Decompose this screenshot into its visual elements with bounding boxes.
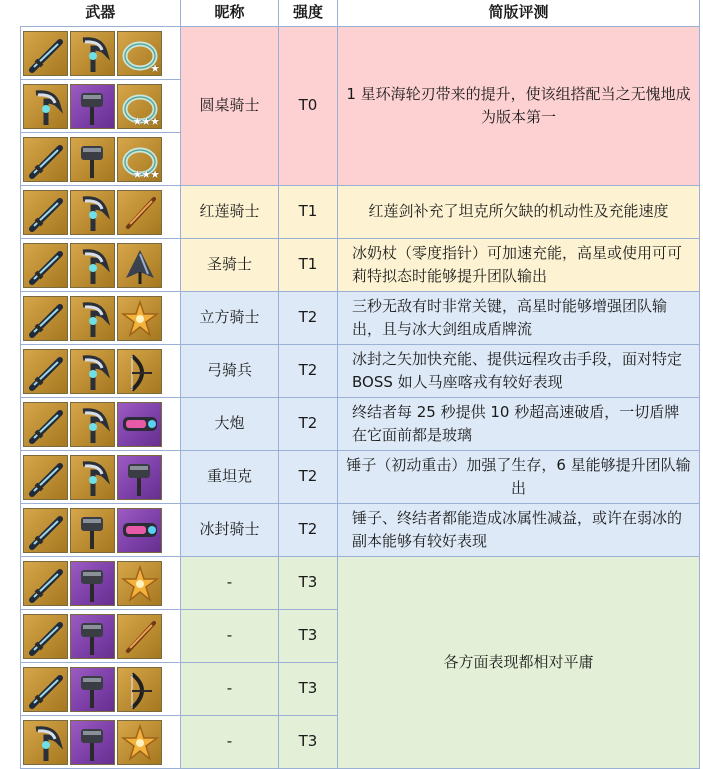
blade-icon <box>117 614 162 659</box>
sword-icon <box>23 349 68 394</box>
star-icon <box>117 296 162 341</box>
hammer-icon <box>70 137 115 182</box>
header-weapons: 武器 <box>21 0 181 27</box>
sword-icon <box>23 31 68 76</box>
weapon-icons <box>21 667 180 712</box>
review-cell: 锤子（初动重击）加强了生存，6 星能够提升团队输出 <box>338 451 700 504</box>
star-rating: ★ <box>150 61 159 75</box>
weapon-cell <box>21 239 181 292</box>
weapon-icons <box>21 455 180 500</box>
sword-icon <box>23 402 68 447</box>
weapon-cell <box>21 133 181 186</box>
weapon-icons <box>21 614 180 659</box>
sword-icon <box>23 296 68 341</box>
weapon-cell <box>21 716 181 769</box>
weapon-cell <box>21 451 181 504</box>
weapon-icons <box>21 190 180 235</box>
review-cell: 终结者每 25 秒提供 10 秒超高速破盾，一切盾牌在它面前都是玻璃 <box>338 398 700 451</box>
scythe-icon <box>70 455 115 500</box>
weapon-cell <box>21 398 181 451</box>
header-row <box>21 0 700 27</box>
nickname-cell: 冰封骑士 <box>181 504 279 557</box>
blade-icon <box>117 190 162 235</box>
table-row <box>21 239 700 292</box>
hammer-icon <box>70 561 115 606</box>
weapon-cell <box>21 345 181 398</box>
weapon-icons <box>21 137 180 182</box>
hammer-icon <box>70 614 115 659</box>
scythe-icon <box>70 402 115 447</box>
scythe-icon <box>23 84 68 129</box>
tier-cell: T3 <box>279 557 338 610</box>
header-nickname: 昵称 <box>181 0 279 27</box>
nickname-cell: 立方骑士 <box>181 292 279 345</box>
nickname-cell: 大炮 <box>181 398 279 451</box>
nickname-cell: 弓骑兵 <box>181 345 279 398</box>
star-icon <box>117 720 162 765</box>
review-cell: 冰奶杖（零度指针）可加速充能，高星或使用可可莉特拟态时能够提升团队输出 <box>338 239 700 292</box>
sword-icon <box>23 561 68 606</box>
star-rating: ★★★ <box>132 167 159 181</box>
header-tier: 强度 <box>279 0 338 27</box>
nickname-cell: 红莲骑士 <box>181 186 279 239</box>
sword-icon <box>23 243 68 288</box>
table-row <box>21 27 700 80</box>
table-row <box>21 186 700 239</box>
weapon-icons <box>21 349 180 394</box>
nickname-cell: - <box>181 610 279 663</box>
review-cell: 1 星环海轮刃带来的提升，使该组搭配当之无愧地成为版本第一 <box>338 27 700 186</box>
star-rating: ★★★ <box>132 114 159 128</box>
tier-cell: T2 <box>279 504 338 557</box>
scythe-icon <box>70 243 115 288</box>
bow-icon <box>117 667 162 712</box>
weapon-cell <box>21 292 181 345</box>
nickname-cell: 圣骑士 <box>181 239 279 292</box>
sword-icon <box>23 137 68 182</box>
nickname-cell: - <box>181 557 279 610</box>
table-row <box>21 398 700 451</box>
fan-icon <box>117 243 162 288</box>
table-row <box>21 345 700 398</box>
weapon-cell <box>21 80 181 133</box>
tier-cell: T2 <box>279 398 338 451</box>
sword-icon <box>23 667 68 712</box>
sword-icon <box>23 190 68 235</box>
weapon-cell <box>21 504 181 557</box>
nickname-cell: 圆桌骑士 <box>181 27 279 186</box>
ring-icon <box>117 31 162 76</box>
weapon-cell <box>21 27 181 80</box>
hammer-icon <box>70 667 115 712</box>
header-review: 简版评测 <box>338 0 700 27</box>
weapon-cell <box>21 186 181 239</box>
tier-cell: T3 <box>279 610 338 663</box>
table-row <box>21 557 700 610</box>
weapon-cell <box>21 610 181 663</box>
table-row <box>21 451 700 504</box>
ring-icon <box>117 137 162 182</box>
review-cell: 冰封之矢加快充能、提供远程攻击手段，面对特定 BOSS 如人马座喀戎有较好表现 <box>338 345 700 398</box>
weapon-icons <box>21 84 180 129</box>
tier-cell: T3 <box>279 663 338 716</box>
scythe-icon <box>70 31 115 76</box>
tier-list-table <box>20 0 700 769</box>
tier-cell: T1 <box>279 186 338 239</box>
cannon-icon <box>117 402 162 447</box>
review-cell: 锤子、终结者都能造成冰属性减益，或许在弱冰的副本能够有较好表现 <box>338 504 700 557</box>
hammer-icon <box>70 720 115 765</box>
nickname-cell: 重坦克 <box>181 451 279 504</box>
tier-cell: T3 <box>279 716 338 769</box>
tier-cell: T0 <box>279 27 338 186</box>
tier-cell: T1 <box>279 239 338 292</box>
nickname-cell: - <box>181 663 279 716</box>
hammer-icon <box>70 508 115 553</box>
weapon-icons <box>21 243 180 288</box>
hammer-icon <box>70 84 115 129</box>
tier-cell: T2 <box>279 292 338 345</box>
table-row <box>21 504 700 557</box>
sword-icon <box>23 508 68 553</box>
review-cell: 红莲剑补充了坦克所欠缺的机动性及充能速度 <box>338 186 700 239</box>
nickname-cell: - <box>181 716 279 769</box>
tier-cell: T2 <box>279 345 338 398</box>
weapon-icons <box>21 508 180 553</box>
sword-icon <box>23 455 68 500</box>
weapon-icons <box>21 720 180 765</box>
cannon-icon <box>117 508 162 553</box>
tier-cell: T2 <box>279 451 338 504</box>
scythe-icon <box>70 296 115 341</box>
review-cell: 三秒无敌有时非常关键，高星时能够增强团队输出，且与冰大剑组成盾牌流 <box>338 292 700 345</box>
scythe-icon <box>23 720 68 765</box>
weapon-icons <box>21 561 180 606</box>
weapon-icons <box>21 31 180 76</box>
weapon-cell <box>21 663 181 716</box>
table-row <box>21 292 700 345</box>
scythe-icon <box>70 190 115 235</box>
review-cell: 各方面表现都相对平庸 <box>338 557 700 769</box>
weapon-icons <box>21 296 180 341</box>
bow-icon <box>117 349 162 394</box>
star-icon <box>117 561 162 606</box>
hammer-icon <box>117 455 162 500</box>
scythe-icon <box>70 349 115 394</box>
weapon-icons <box>21 402 180 447</box>
ring-icon <box>117 84 162 129</box>
weapon-cell <box>21 557 181 610</box>
sword-icon <box>23 614 68 659</box>
